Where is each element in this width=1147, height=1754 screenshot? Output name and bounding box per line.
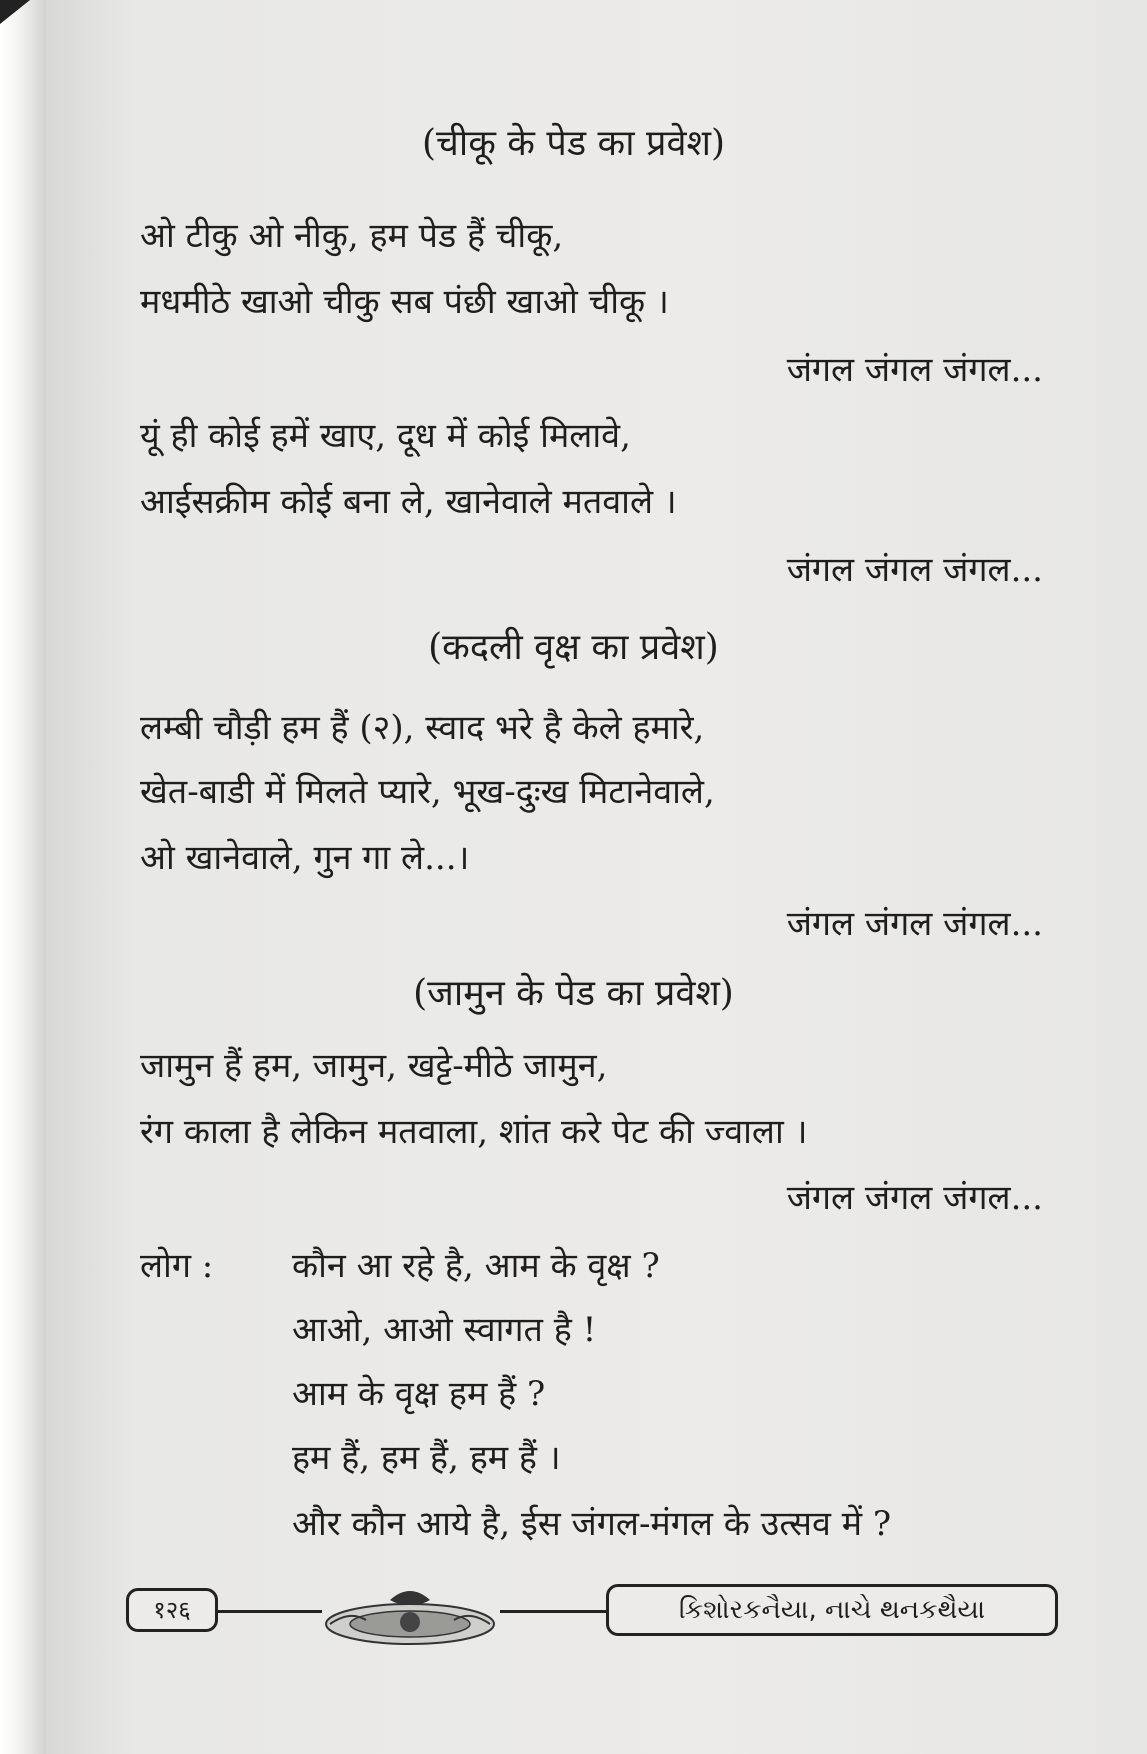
footer-rule-right (500, 1610, 608, 1613)
section-heading-kadali: (कदली वृक्ष का प्रवेश) (428, 627, 719, 668)
verse-line: रंग काला है लेकिन मतवाला, शांत करे पेट की ज्वाला । (140, 1112, 808, 1152)
verse-line: ओ खानेवाले, गुन गा ले...। (140, 838, 470, 878)
verse-line: खेत-बाडी में मिलते प्यारे, भूख-दुःख मिटानेवाले, (140, 772, 715, 812)
floral-ornament-icon (320, 1580, 500, 1650)
dialogue-line: कौन आ रहे है, आम के वृक्ष ? (292, 1246, 660, 1286)
verse-line: यूं ही कोई हमें खाए, दूध में कोई मिलावे, (140, 416, 631, 456)
page-number: १२६ (126, 1588, 218, 1632)
dialogue-line: आम के वृक्ष हम हैं ? (292, 1374, 546, 1414)
footer-rule-left (218, 1610, 322, 1613)
verse-line: लम्बी चौड़ी हम हैं (२), स्वाद भरे है केले हमारे, (140, 708, 705, 748)
verse-line: मधमीठे खाओ चीकु सब पंछी खाओ चीकू । (140, 282, 669, 322)
refrain-line: जंगल जंगल जंगल... (786, 550, 1043, 590)
verse-line: जामुन हैं हम, जामुन, खट्टे-मीठे जामुन, (140, 1046, 608, 1086)
refrain-line: जंगल जंगल जंगल... (786, 1178, 1043, 1218)
dialogue-line: आओ, आओ स्वागत है ! (292, 1310, 597, 1350)
book-spine-shadow (0, 0, 46, 1754)
section-heading-jamun: (जामुन के पेड का प्रवेश) (413, 973, 734, 1014)
dialogue-line: और कौन आये है, ईस जंगल-मंगल के उत्सव में ? (292, 1504, 892, 1544)
verse-line: आईसक्रीम कोई बना ले, खानेवाले मतवाले । (140, 482, 677, 522)
refrain-line: जंगल जंगल जंगल... (786, 904, 1043, 944)
page-footer (126, 1580, 1058, 1644)
refrain-line: जंगल जंगल जंगल... (786, 350, 1043, 390)
book-title: કિશોરકનૈયા, નાચે થનકથૈયા (606, 1584, 1058, 1636)
section-heading-chiku: (चीकू के पेड का प्रवेश) (421, 123, 725, 164)
speaker-label: लोग : (140, 1246, 214, 1286)
verse-line: ओ टीकु ओ नीकु, हम पेड हैं चीकू, (140, 216, 564, 256)
dialogue-line: हम हैं, हम हैं, हम हैं । (292, 1438, 561, 1478)
